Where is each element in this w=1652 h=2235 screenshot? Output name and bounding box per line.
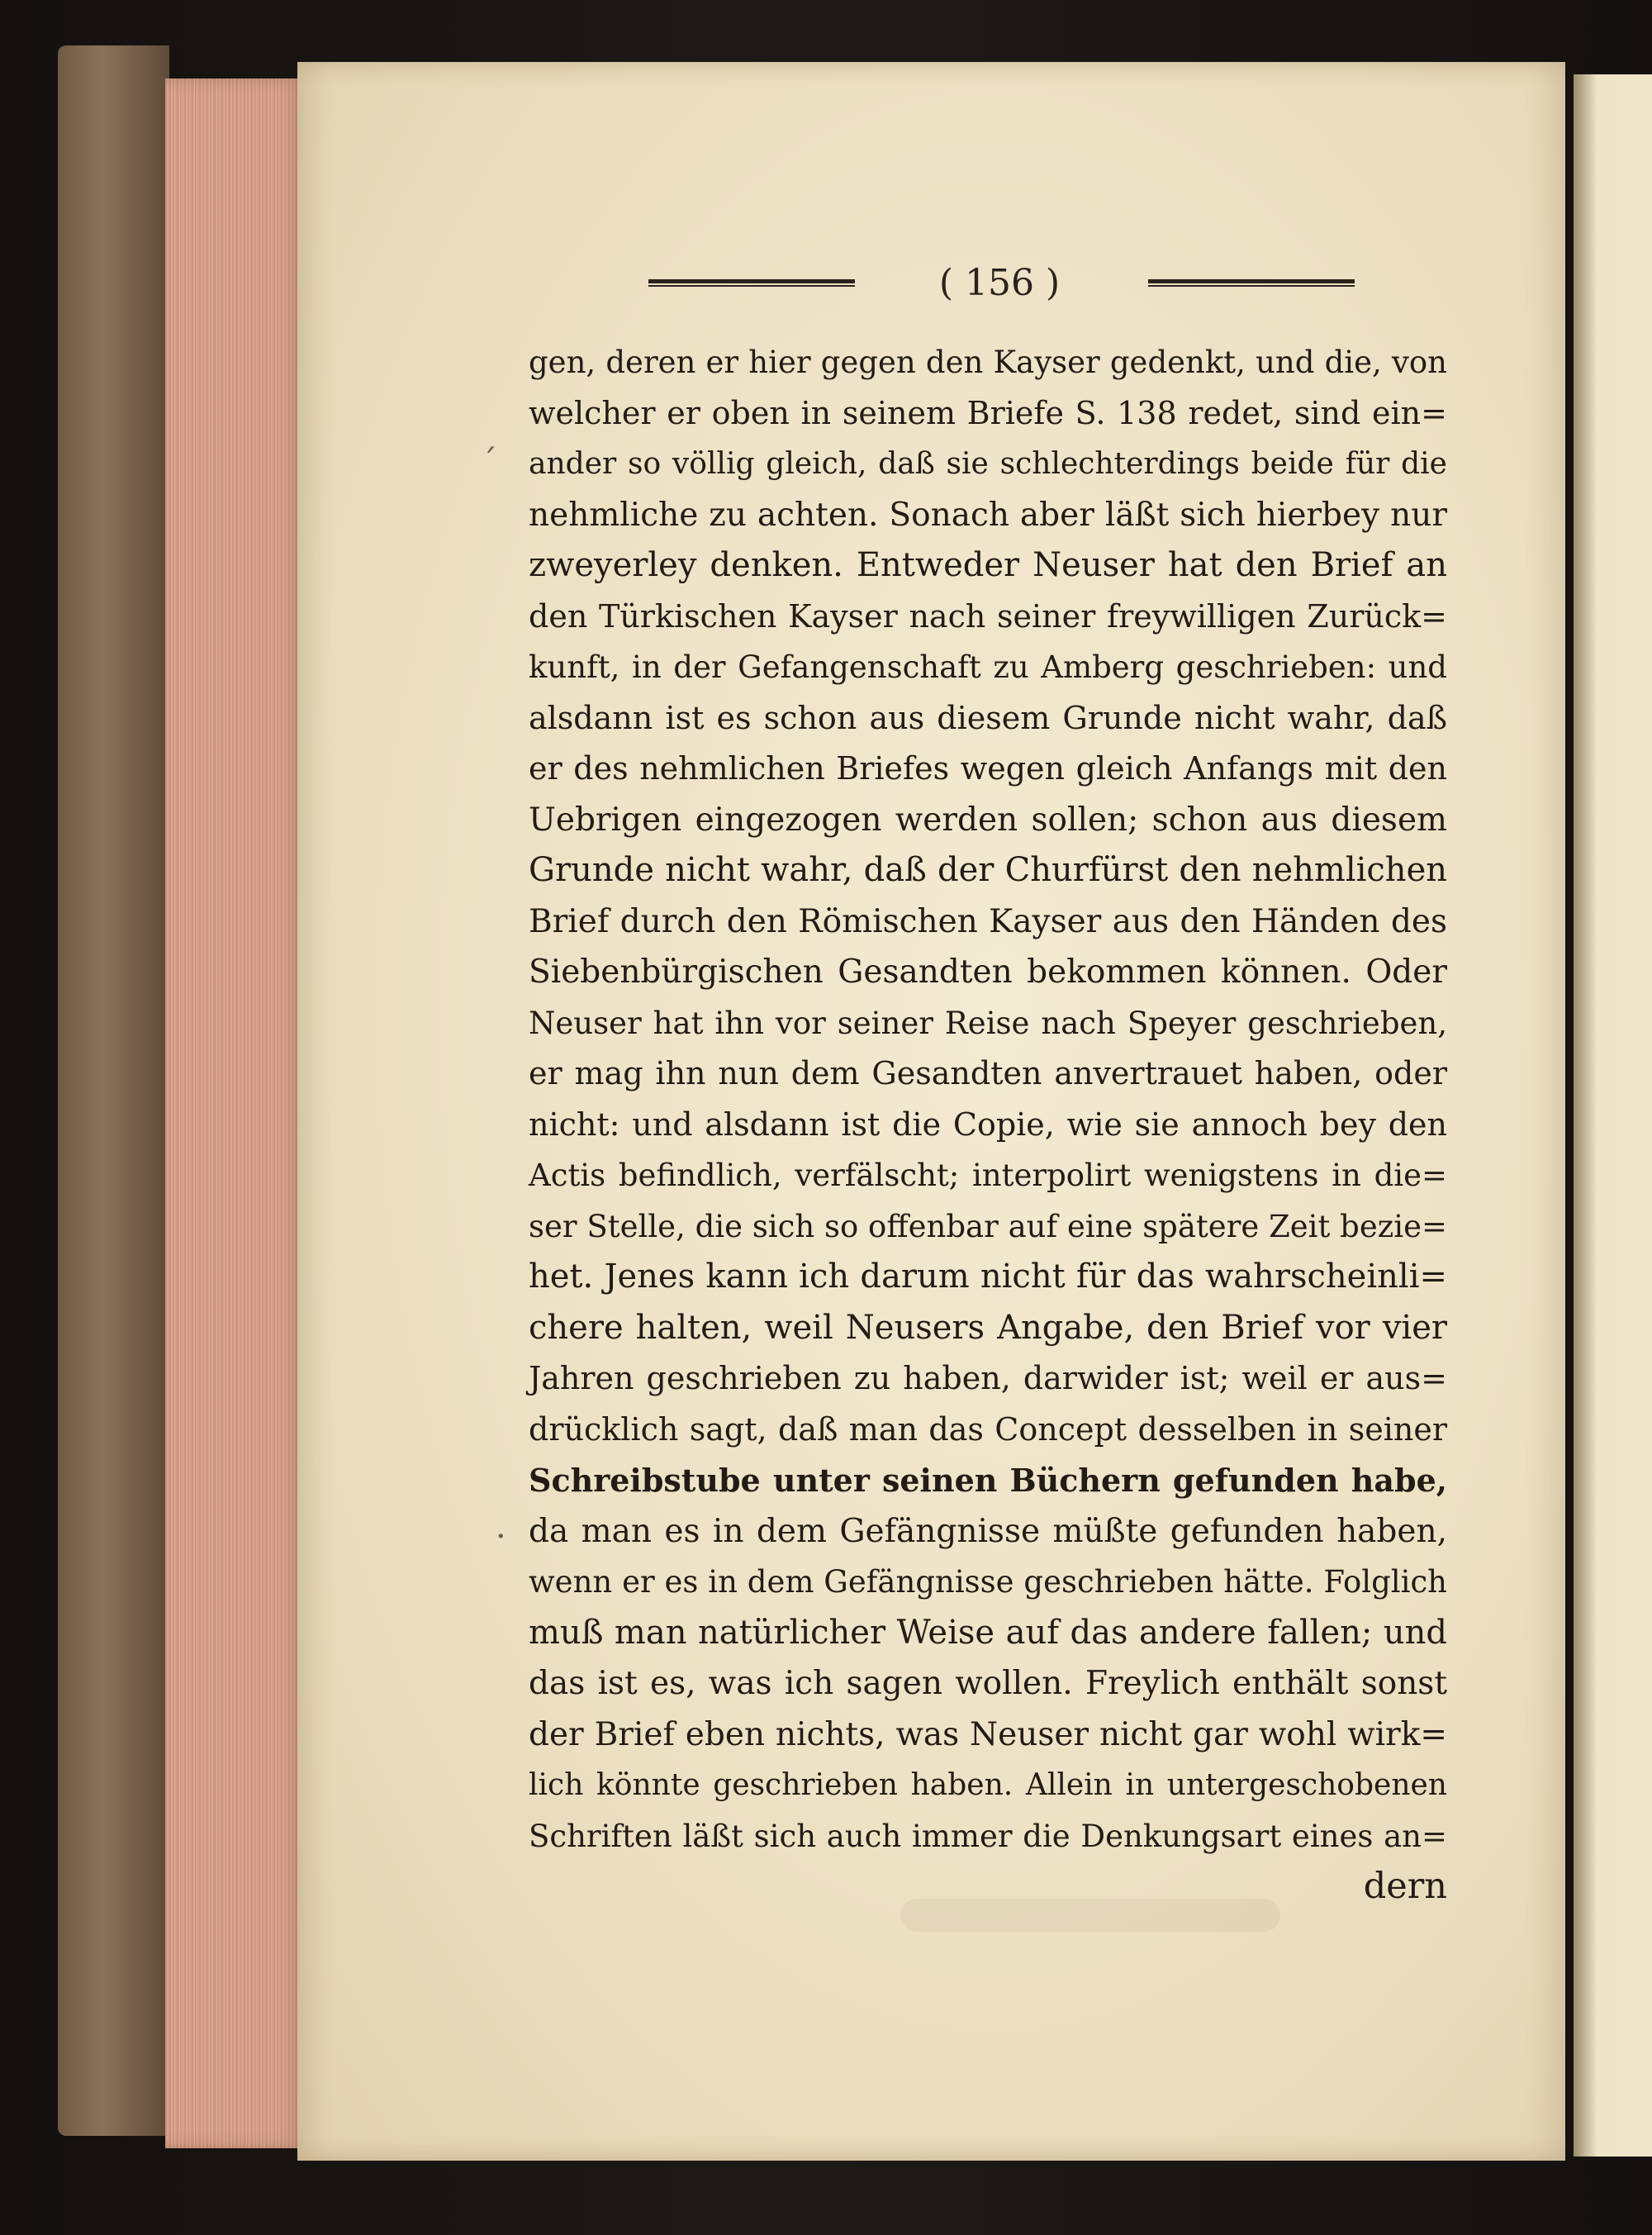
text-line: Uebrigen eingezogen werden sollen; schon aus diesem: [529, 801, 1447, 839]
text-line: Neuser hat ihn vor seiner Reise nach Speyer geschrieben,: [529, 1005, 1447, 1041]
text-line: alsdann ist es schon aus diesem Grunde nicht wahr, daß: [529, 699, 1447, 736]
text-line: ander so völlig gleich, daß sie schlechterdings beide für die: [529, 447, 1447, 481]
text-line: Schreibstube unter seinen Büchern gefunden habe,: [529, 1462, 1447, 1499]
page-edges: [165, 78, 306, 2148]
body-text: [529, 337, 1447, 1913]
facing-page-edge: [1574, 74, 1652, 2157]
text-line: welcher er oben in seinem Briefe S. 138 redet, sind ein=: [529, 394, 1447, 431]
text-line: der Brief eben nichts, was Neuser nicht gar wohl wirk=: [529, 1715, 1447, 1753]
book-spine-cover: [58, 45, 169, 2136]
margin-speck: ·: [496, 1518, 506, 1556]
text-line: Schriften läßt sich auch immer die Denkungsart eines an=: [529, 1818, 1447, 1854]
text-line: chere halten, weil Neusers Angabe, den Brief vor vier: [529, 1308, 1447, 1347]
text-line: das ist es, was ich sagen wollen. Freylich enthält sonst: [529, 1665, 1447, 1702]
text-line: Grunde nicht wahr, daß der Churfürst den nehmlichen: [529, 851, 1447, 889]
text-line: gen, deren er hier gegen den Kayser gedenkt, und die, von: [529, 345, 1447, 380]
text-line: nehmliche zu achten. Sonach aber läßt sich hierbey nur: [529, 496, 1447, 534]
page-number: ( 156 ): [938, 262, 1061, 304]
margin-speck: ˊ: [481, 444, 497, 482]
text-line: ser Stelle, die sich so offenbar auf eine spätere Zeit bezie=: [529, 1208, 1447, 1244]
text-line: zweyerley denken. Entweder Neuser hat den Brief an: [529, 546, 1447, 584]
text-line: het. Jenes kann ich darum nicht für das wahrscheinli=: [529, 1258, 1447, 1296]
text-line: er des nehmlichen Briefes wegen gleich Anfangs mit den: [529, 750, 1447, 787]
text-line: drücklich sagt, daß man das Concept desselben in seiner: [529, 1410, 1447, 1448]
text-line: den Türkischen Kayser nach seiner freywilligen Zurück=: [529, 597, 1447, 635]
text-line: muß man natürlicher Weise auf das andere fallen; und: [529, 1613, 1447, 1652]
text-line: da man es in dem Gefängnisse müßte gefunden haben,: [529, 1512, 1447, 1550]
page-header: [628, 263, 1371, 304]
text-line: kunft, in der Gefangenschaft zu Amberg geschrieben: und: [529, 649, 1447, 685]
text-line: wenn er es in dem Gefängnisse geschrieben hätte. Folglich: [529, 1564, 1447, 1600]
text-line: er mag ihn nun dem Gesandten anvertrauet haben, oder: [529, 1055, 1447, 1091]
text-line: Jahren geschrieben zu haben, darwider ist; weil er aus=: [529, 1360, 1447, 1396]
header-rule-right: [1148, 279, 1355, 287]
text-line: nicht: und alsdann ist die Copie, wie sie annoch bey den: [529, 1106, 1447, 1143]
text-line: Actis befindlich, verfälscht; interpolirt wenigstens in die=: [529, 1158, 1447, 1193]
catchword: dern: [1363, 1866, 1447, 1907]
text-line: Brief durch den Römischen Kayser aus den Händen des: [529, 902, 1447, 940]
text-line: Siebenbürgischen Gesandten bekommen können. Oder: [529, 953, 1447, 991]
text-line: lich könnte geschrieben haben. Allein in untergeschobenen: [529, 1768, 1447, 1802]
